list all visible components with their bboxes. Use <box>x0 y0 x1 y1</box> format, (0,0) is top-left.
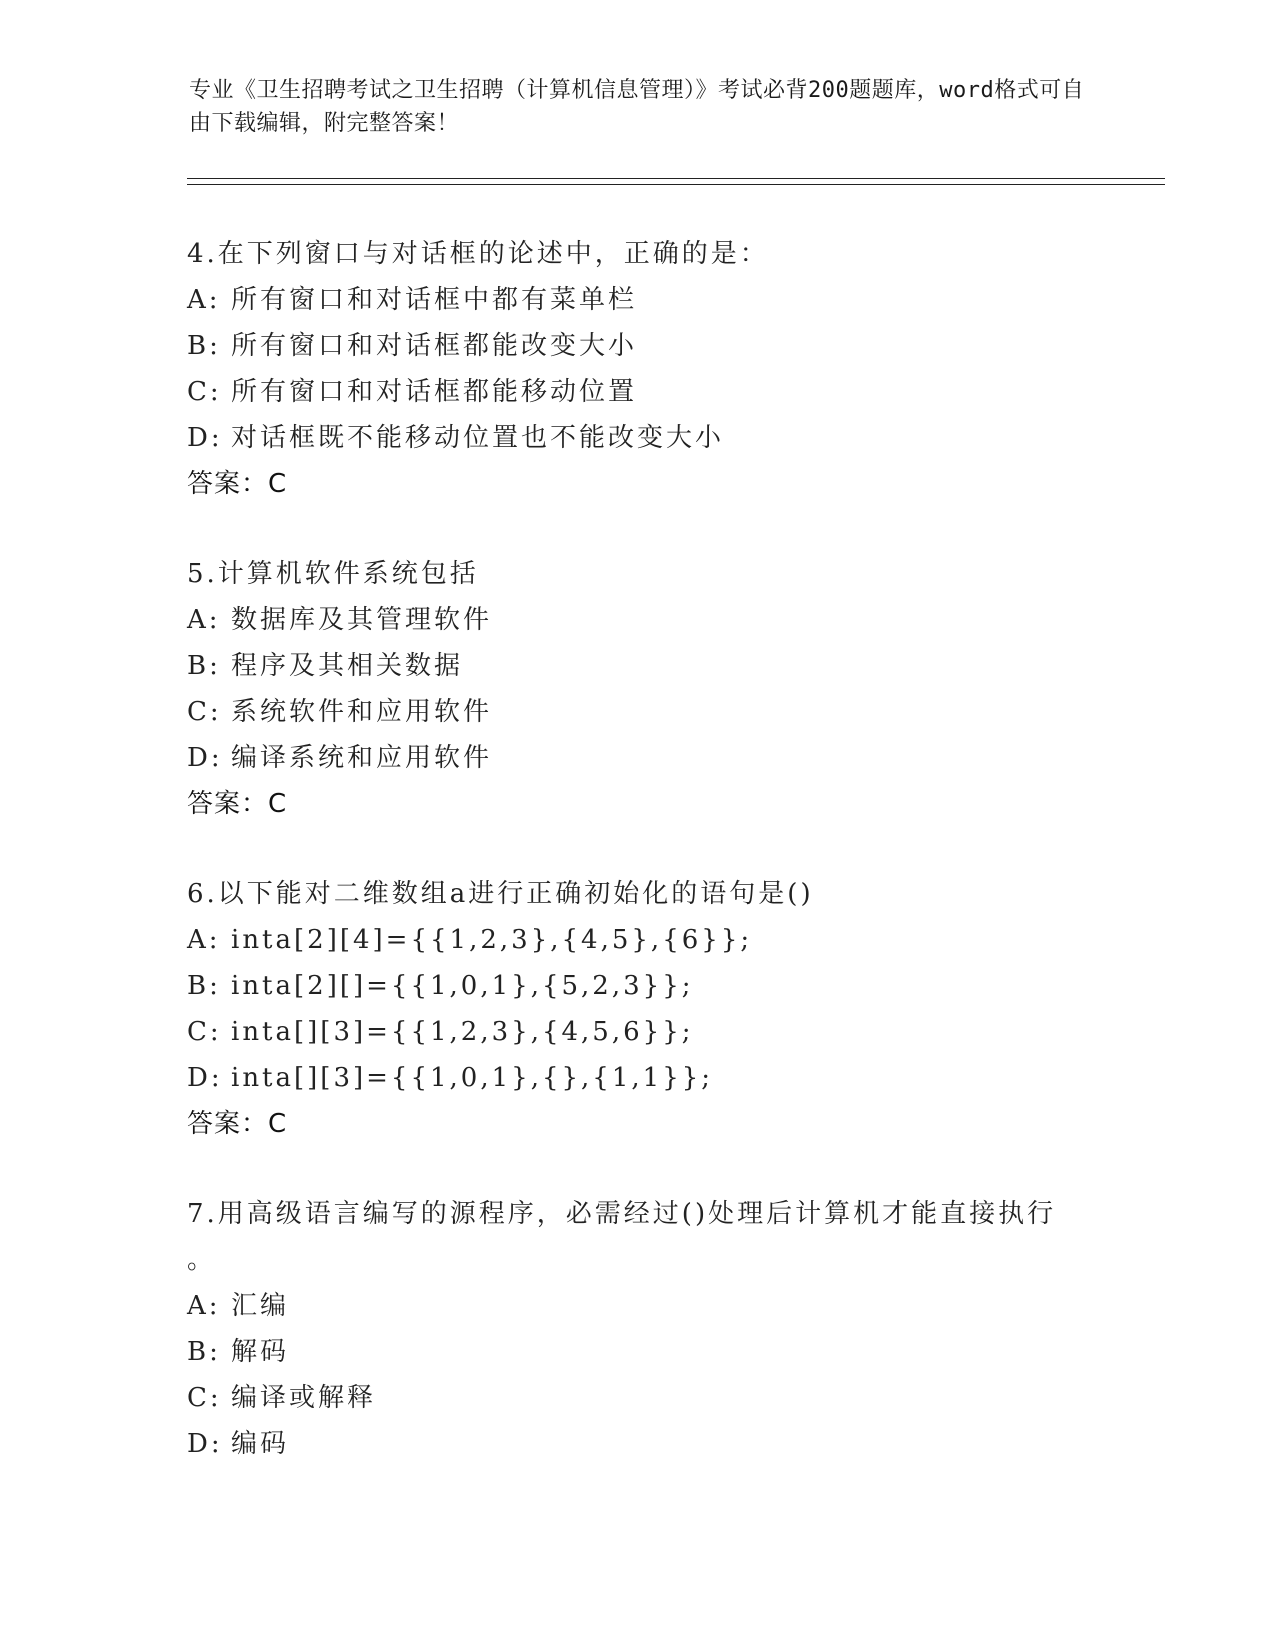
option-text: 汇编 <box>231 1291 290 1321</box>
option-text: 编译或解释 <box>231 1383 377 1413</box>
option-d <box>187 1421 1167 1467</box>
option-label: B: <box>187 651 221 681</box>
option-text: 解码 <box>231 1337 290 1367</box>
header-rule-bottom <box>187 184 1165 185</box>
question-stem: 5.计算机软件系统包括 <box>187 559 479 589</box>
option-d <box>187 735 1167 781</box>
question-block <box>187 1191 1167 1467</box>
option-a <box>187 917 1167 963</box>
option-b <box>187 963 1167 1009</box>
option-c <box>187 1375 1167 1421</box>
option-label: D: <box>187 743 223 773</box>
question-block <box>187 871 1167 1147</box>
option-text: 程序及其相关数据 <box>231 651 464 681</box>
answer-line: 答案：C <box>187 1109 288 1139</box>
option-a <box>187 1283 1167 1329</box>
option-text: 编译系统和应用软件 <box>231 743 493 773</box>
option-b <box>187 1329 1167 1375</box>
option-text: 所有窗口和对话框都能改变大小 <box>231 331 638 361</box>
option-b <box>187 323 1167 369</box>
option-label: B: <box>187 971 221 1001</box>
answer-line: 答案：C <box>187 469 288 499</box>
option-b <box>187 643 1167 689</box>
option-d <box>187 1055 1167 1101</box>
question-block <box>187 551 1167 827</box>
question-stem: 4.在下列窗口与对话框的论述中，正确的是： <box>187 239 769 269</box>
option-text: 所有窗口和对话框中都有菜单栏 <box>231 285 638 315</box>
option-text: 数据库及其管理软件 <box>231 605 493 635</box>
option-label: C: <box>187 377 222 407</box>
document-header <box>189 74 1089 140</box>
option-d <box>187 415 1167 461</box>
option-text: inta[][3]={{1,2,3},{4,5,6}}; <box>231 1017 694 1047</box>
header-text: 专业《卫生招聘考试之卫生招聘（计算机信息管理）》考试必背200题题库，word格式可自由下载编辑，附完整答案！ <box>189 78 1085 136</box>
option-c <box>187 1009 1167 1055</box>
option-a <box>187 277 1167 323</box>
question-stem: 7.用高级语言编写的源程序，必需经过()处理后计算机才能直接执行 <box>187 1199 1057 1229</box>
option-text: 对话框既不能移动位置也不能改变大小 <box>231 423 725 453</box>
option-label: A: <box>187 1291 221 1321</box>
option-text: inta[][3]={{1,0,1},{},{1,1}}; <box>231 1063 714 1093</box>
option-text: 所有窗口和对话框都能移动位置 <box>231 377 638 407</box>
option-a <box>187 597 1167 643</box>
option-label: D: <box>187 1063 223 1093</box>
option-text: 系统软件和应用软件 <box>231 697 493 727</box>
option-label: B: <box>187 331 221 361</box>
option-text: inta[2][]={{1,0,1},{5,2,3}}; <box>231 971 694 1001</box>
question-stem: 6.以下能对二维数组a进行正确初始化的语句是() <box>187 879 814 909</box>
question-stem-continued: 。 <box>187 1245 217 1275</box>
option-text: inta[2][4]={{1,2,3},{4,5},{6}}; <box>231 925 753 955</box>
option-label: A: <box>187 925 221 955</box>
header-rule-top <box>187 178 1165 179</box>
option-c <box>187 369 1167 415</box>
option-c <box>187 689 1167 735</box>
option-label: C: <box>187 697 222 727</box>
option-label: D: <box>187 1429 223 1459</box>
option-text: 编码 <box>231 1429 290 1459</box>
option-label: B: <box>187 1337 221 1367</box>
option-label: D: <box>187 423 223 453</box>
answer-line: 答案：C <box>187 789 288 819</box>
option-label: A: <box>187 605 221 635</box>
option-label: A: <box>187 285 221 315</box>
option-label: C: <box>187 1383 222 1413</box>
question-block <box>187 231 1167 507</box>
option-label: C: <box>187 1017 222 1047</box>
